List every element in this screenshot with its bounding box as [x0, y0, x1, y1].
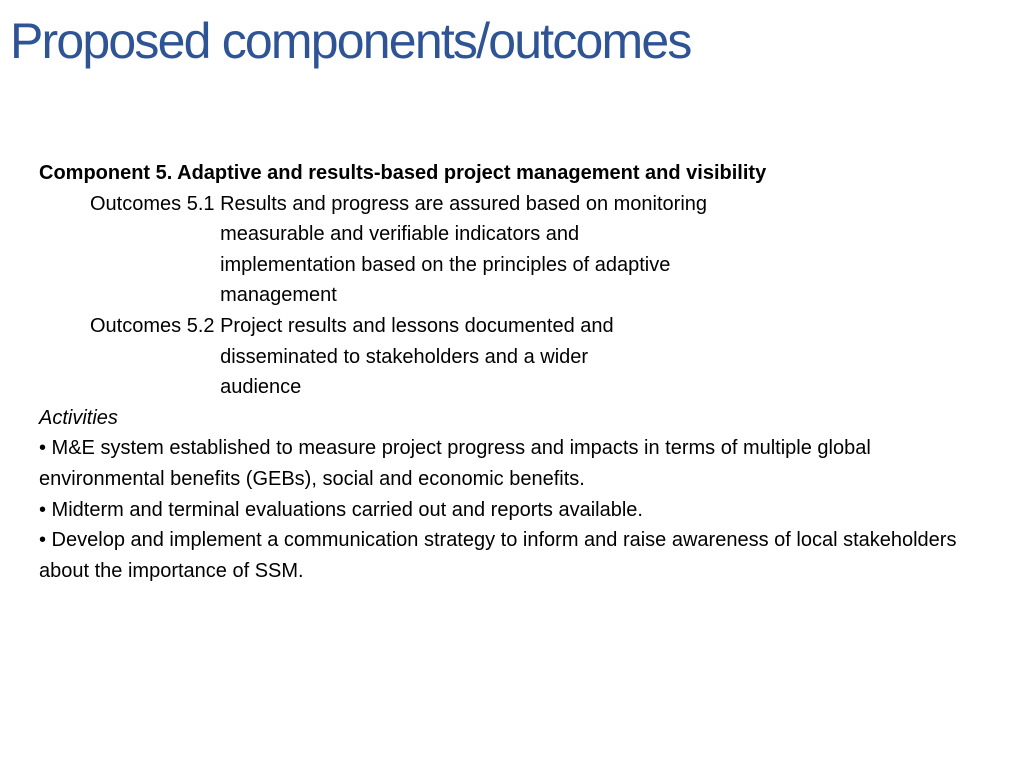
- activities-label: Activities: [39, 406, 118, 429]
- slide-title: Proposed components/outcomes: [10, 13, 691, 69]
- outcome-label: Outcomes 5.2: [90, 314, 215, 337]
- outcome-5-2: [39, 311, 999, 403]
- activity-item: • Develop and implement a communication strategy to inform and raise awareness of local stakeholders about the importance of SSM.: [39, 529, 957, 582]
- outcome-text: Project results and lessons documented and disseminated to stakeholders and a wider audience: [220, 314, 614, 399]
- activity-item: • Midterm and terminal evaluations carried out and reports available.: [39, 498, 643, 521]
- outcome-label: Outcomes 5.1: [90, 192, 215, 215]
- outcome-text: Results and progress are assured based on monitoring measurable and verifiable indicators and implementation based on the principles of adaptive management: [220, 192, 708, 307]
- slide-body: [39, 158, 999, 586]
- activity-item: • M&E system established to measure project progress and impacts in terms of multiple global environmental benefits (GEBs), social and economic benefits.: [39, 437, 871, 490]
- component-heading: Component 5. Adaptive and results-based project management and visibility: [39, 162, 767, 184]
- outcome-5-1: [39, 189, 999, 311]
